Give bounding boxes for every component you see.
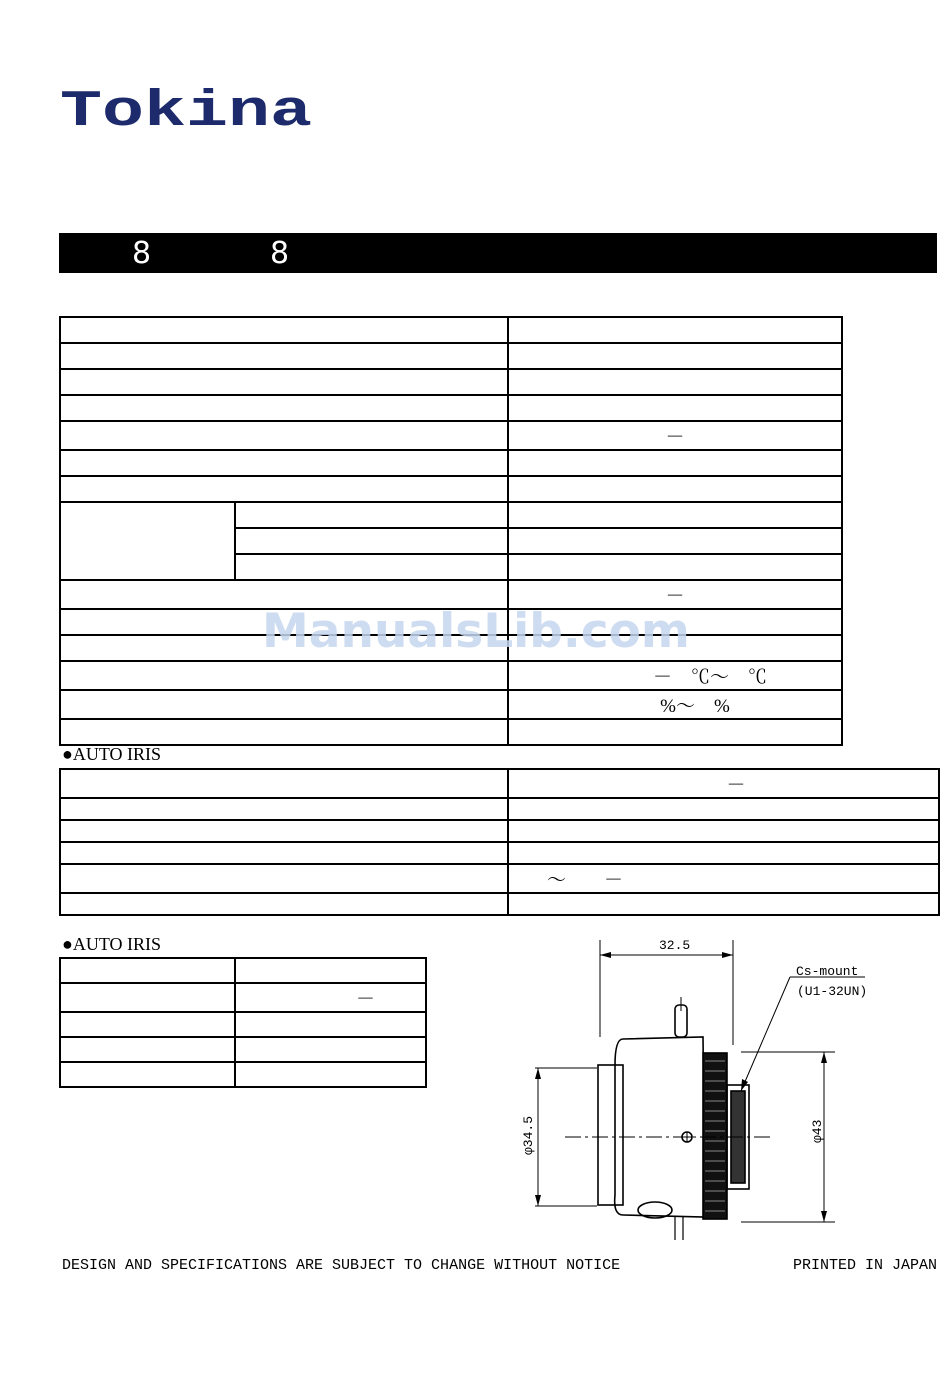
right-diameter-label: φ43 (810, 1119, 825, 1143)
spec-sublabel-cell (235, 554, 508, 580)
length-dimension-label: 32.5 (659, 938, 691, 953)
spec-label-cell (60, 369, 508, 395)
spec-value-cell (508, 450, 842, 476)
footer-notice: DESIGN AND SPECIFICATIONS ARE SUBJECT TO CHANGE WITHOUT NOTICE (62, 1257, 621, 1274)
spec-group-label-cell (60, 502, 235, 580)
iris-label-cell (60, 864, 508, 893)
table-row (60, 820, 939, 842)
table-row (60, 719, 842, 745)
title-digit-left: 8 (132, 236, 152, 271)
spec-label-cell (60, 661, 508, 690)
table-row (60, 1012, 426, 1037)
table-row (60, 395, 842, 421)
spec-value-cell (508, 476, 842, 502)
iris-value-cell (508, 820, 939, 842)
iris-label-cell (60, 893, 508, 915)
iris-value-cell (508, 798, 939, 820)
auto-iris-section-label: ●AUTO IRIS (62, 744, 162, 764)
iris-label-cell (60, 798, 508, 820)
table-row (60, 798, 939, 820)
connector-value-cell: － (235, 983, 426, 1012)
spec-table (59, 316, 843, 746)
spec-value-cell (508, 395, 842, 421)
spec-sublabel-cell (235, 502, 508, 528)
spec-label-cell (60, 343, 508, 369)
spec-label-cell (60, 421, 508, 450)
auto-iris-connector-label: ●AUTO IRIS (62, 934, 162, 954)
iris-value-cell (508, 893, 939, 915)
spec-value-cell: － (508, 580, 842, 609)
spec-label-cell (60, 476, 508, 502)
table-row (60, 343, 842, 369)
connector-label-cell (60, 983, 235, 1012)
left-diameter-label: φ34.5 (521, 1115, 536, 1155)
table-row (60, 958, 426, 983)
tokina-logo (60, 78, 315, 132)
iris-value-cell (508, 842, 939, 864)
table-row (60, 690, 842, 719)
spec-label-cell (60, 395, 508, 421)
table-row (60, 864, 939, 893)
spec-value-cell: － (508, 421, 842, 450)
table-row (60, 1037, 426, 1062)
connector-label-cell (60, 1062, 235, 1087)
table-row (60, 983, 426, 1012)
spec-value-cell (508, 502, 842, 528)
spec-value-cell (508, 719, 842, 745)
spec-value-cell (508, 554, 842, 580)
table-row (60, 893, 939, 915)
spec-value-cell (508, 343, 842, 369)
table-row (60, 1062, 426, 1087)
connector-label-cell (60, 1037, 235, 1062)
spec-value-cell (508, 528, 842, 554)
logo-text: Tokina (60, 84, 312, 132)
title-digit-right: 8 (270, 236, 290, 271)
footer-printed: PRINTED IN JAPAN (793, 1257, 938, 1274)
title-bar (59, 233, 937, 273)
table-row (60, 317, 842, 343)
table-row (60, 661, 842, 690)
cs-mount-label: Cs-mount (796, 964, 859, 979)
spec-sublabel-cell (235, 528, 508, 554)
table-row (60, 369, 842, 395)
connector-label-cell (60, 958, 235, 983)
connector-value-cell (235, 1012, 426, 1037)
table-row (60, 769, 939, 798)
iris-label-cell (60, 820, 508, 842)
spec-value-cell (508, 317, 842, 343)
table-row (60, 421, 842, 450)
spec-value-cell: － ℃～ ℃ (508, 661, 842, 690)
auto-iris-connector-table (59, 957, 427, 1088)
connector-label-cell (60, 1012, 235, 1037)
auto-iris-spec-table (59, 768, 940, 916)
spec-label-cell (60, 719, 508, 745)
iris-value-cell: ～ － (508, 864, 939, 893)
connector-value-cell (235, 1062, 426, 1087)
table-row (60, 476, 842, 502)
spec-value-cell: %～ % (508, 690, 842, 719)
spec-label-cell (60, 690, 508, 719)
watermark: ManualsLib.com (262, 604, 690, 659)
spec-label-cell (60, 317, 508, 343)
iris-label-cell (60, 769, 508, 798)
table-row (60, 502, 842, 528)
table-row (60, 842, 939, 864)
spec-value-cell (508, 369, 842, 395)
lens-dimension-drawing (505, 925, 905, 1240)
connector-value-cell (235, 958, 426, 983)
iris-value-cell: － (508, 769, 939, 798)
spec-label-cell (60, 450, 508, 476)
thread-label: (U1-32UN) (797, 984, 868, 999)
iris-label-cell (60, 842, 508, 864)
connector-value-cell (235, 1037, 426, 1062)
table-row (60, 450, 842, 476)
